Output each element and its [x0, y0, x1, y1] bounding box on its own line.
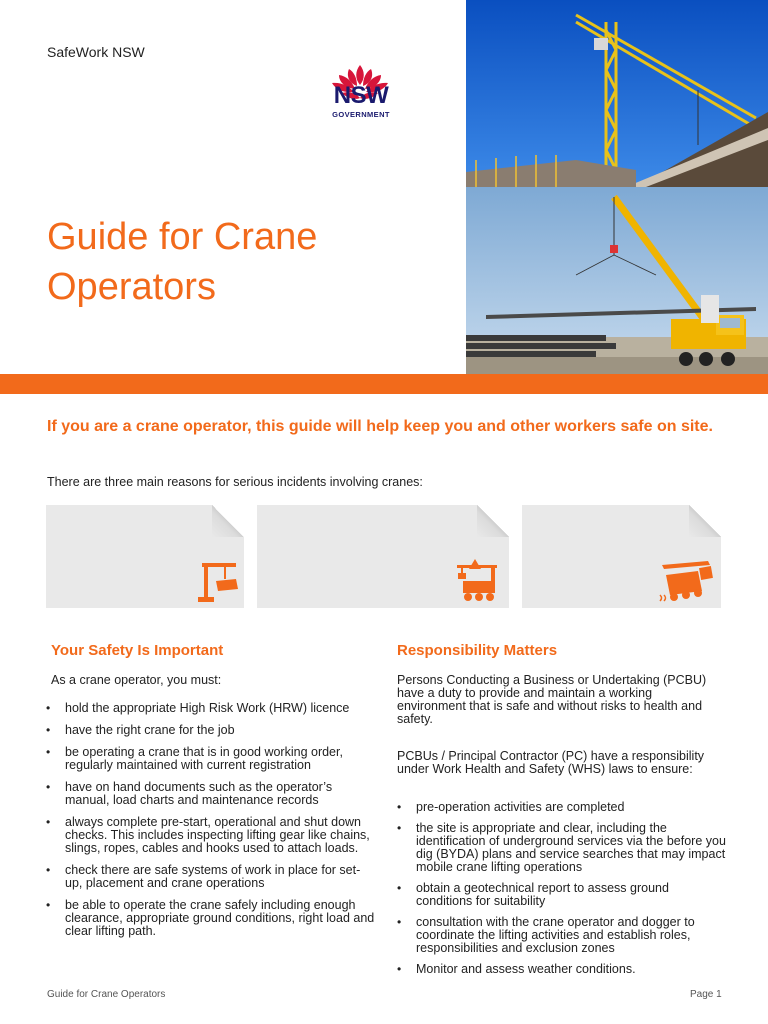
responsibility-paragraph-1: Persons Conducting a Business or Undertaking (PCBU) have a duty to provide and maintain a working environment that is safe and without risks to health and safety. [397, 673, 707, 726]
reason-card-load [46, 505, 244, 608]
crane-overturn-icon [658, 557, 714, 603]
crane-warning-icon [455, 557, 501, 603]
list-item: • Monitor and assess weather conditions. [397, 963, 727, 976]
page-curl-corner [689, 505, 721, 537]
list-item: • the site is appropriate and clear, including the identification of underground services via the before you dig (BYDA) plans and service searches that may impact mobile crane lifting operations [397, 822, 727, 874]
list-item: • consultation with the crane operator and dogger to coordinate the lifting activities and establish roles, responsibilities and exclusion zones [397, 916, 727, 955]
list-item: • pre-operation activities are completed [397, 801, 727, 814]
safety-intro: As a crane operator, you must: [51, 673, 222, 687]
intro-text: There are three main reasons for serious incidents involving cranes: [47, 475, 423, 489]
responsibility-paragraph-2: PCBUs / Principal Contractor (PC) have a responsibility under Work Health and Safety (WHS) laws to ensure: [397, 749, 705, 776]
tower-crane-photo [466, 0, 768, 187]
list-item: • be able to operate the crane safely including enough clearance, appropriate ground conditions, right load and clear lifting path. [46, 899, 376, 938]
list-item: • be operating a crane that is in good working order, regularly maintained with current registration [46, 746, 376, 772]
mobile-crane-photo [466, 187, 768, 374]
intro-heading: If you are a crane operator, this guide will help keep you and other workers safe on site. [47, 418, 713, 435]
section-heading-safety: Your Safety Is Important [51, 642, 224, 659]
crane-load-icon [198, 557, 240, 603]
list-item: • check there are safe systems of work in place for set-up, placement and crane operations [46, 864, 376, 890]
safety-list [46, 702, 376, 947]
list-item: • obtain a geotechnical report to assess ground conditions for suitability [397, 882, 727, 908]
reason-card-overturn [522, 505, 721, 608]
reason-card-warning [257, 505, 509, 608]
page-curl-corner [212, 505, 244, 537]
list-item: • hold the appropriate High Risk Work (HRW) licence [46, 702, 376, 715]
logo-wordmark: NSW [333, 82, 389, 109]
page-title: Guide for Crane Operators [47, 216, 318, 308]
section-heading-responsibility: Responsibility Matters [397, 642, 558, 659]
accent-band [0, 374, 768, 394]
organisation-name: SafeWork NSW [47, 44, 145, 60]
list-item: • have the right crane for the job [46, 724, 376, 737]
list-item: • always complete pre-start, operational and shut down checks. This includes inspecting lifting gear like chains, slings, ropes, cables and hooks used to attach loads. [46, 816, 376, 855]
footer-title: Guide for Crane Operators [47, 989, 166, 1000]
page-number: Page 1 [690, 989, 722, 1000]
page-curl-corner [477, 505, 509, 537]
responsibility-list [397, 801, 727, 984]
list-item: • have on hand documents such as the operator’s manual, load charts and maintenance records [46, 781, 376, 807]
logo-subtitle: GOVERNMENT [332, 110, 390, 119]
